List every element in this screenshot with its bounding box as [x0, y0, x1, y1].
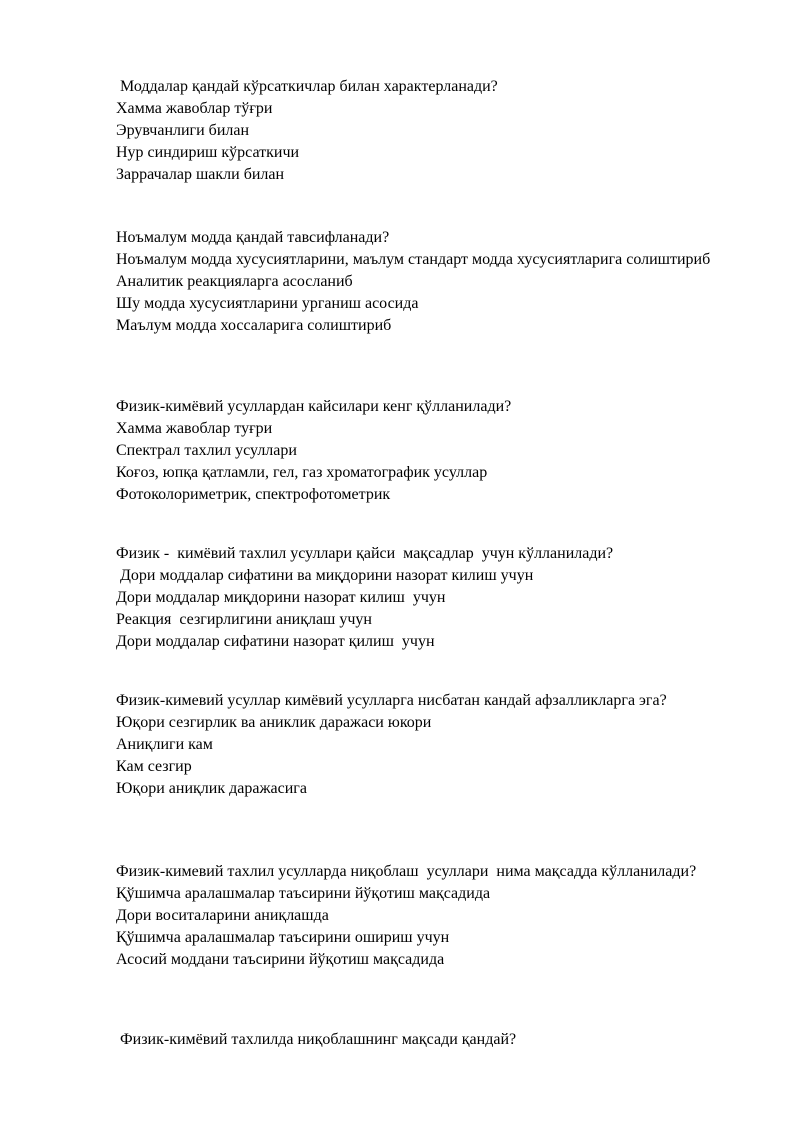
question-block-7: [116, 1029, 756, 1051]
question-text: Физик-кимевий усуллар кимёвий усулларга нисбатан кандай афзалликларга эга?: [116, 692, 667, 709]
answer-option: Дори моддалар сифатини назорат қилиш учун: [116, 633, 435, 650]
question-block-4: [116, 543, 756, 653]
answer-option: Юқори сезгирлик ва аниклик даражаси юкори: [116, 714, 432, 731]
answer-option: Дори моддалар миқдорини назорат килиш учун: [116, 589, 446, 606]
question-block-5: [116, 690, 756, 800]
answer-option: Маълум модда хоссаларига солиштириб: [116, 317, 392, 334]
answer-option: Нур синдириш кўрсаткичи: [116, 144, 300, 161]
question-text: Физик-кимевий тахлил усулларда ниқоблаш усуллари нима мақсадда кўлланилади?: [116, 863, 697, 880]
question-text: Физик-кимёвий тахлилда ниқоблашнинг мақсади қандай?: [116, 1031, 517, 1048]
question-text: Моддалар қандай кўрсаткичлар билан характерланади?: [116, 78, 498, 95]
answer-option: Эрувчанлиги билан: [116, 122, 250, 139]
answer-option: Спектрал тахлил усуллари: [116, 442, 297, 459]
answer-option: Қўшимча аралашмалар таъсирини ошириш учун: [116, 929, 450, 946]
answer-option: Аналитик реакцияларга асосланиб: [116, 273, 353, 290]
answer-option: Реакция сезгирлигини аниқлаш учун: [116, 611, 372, 628]
answer-option: Хамма жавоблар туғри: [116, 420, 273, 437]
question-block-6: [116, 861, 756, 971]
answer-option: Ноъмалум модда хусусиятларини, маълум стандарт модда хусусиятларига солиштириб: [116, 251, 711, 268]
answer-option: Асосий моддани таъсирини йўқотиш мақсадида: [116, 951, 445, 968]
question-text: Физик - кимёвий тахлил усуллари қайси мақсадлар учун кўлланилади?: [116, 545, 614, 562]
answer-option: Шу модда хусусиятларини урганиш асосида: [116, 295, 419, 312]
answer-option: Фотоколориметрик, спектрофотометрик: [116, 486, 391, 503]
question-block-1: [116, 76, 756, 186]
answer-option: Дори воситаларини аниқлашда: [116, 907, 329, 924]
answer-option: Дори моддалар сифатини ва миқдорини назорат килиш учун: [116, 567, 534, 584]
question-block-2: [116, 227, 756, 337]
answer-option: Кам сезгир: [116, 758, 192, 775]
question-text: Физик-кимёвий усуллардан кайсилари кенг қўлланилади?: [116, 398, 512, 415]
question-block-3: [116, 396, 756, 506]
answer-option: Қўшимча аралашмалар таъсирини йўқотиш мақсадида: [116, 885, 491, 902]
answer-option: Коғоз, юпқа қатламли, гел, газ хроматографик усуллар: [116, 464, 488, 481]
answer-option: Заррачалар шакли билан: [116, 166, 285, 183]
answer-option: Юқори аниқлик даражасига: [116, 780, 307, 797]
answer-option: Хамма жавоблар тўғри: [116, 100, 273, 117]
answer-option: Аниқлиги кам: [116, 736, 213, 753]
question-text: Ноъмалум модда қандай тавсифланади?: [116, 229, 390, 246]
